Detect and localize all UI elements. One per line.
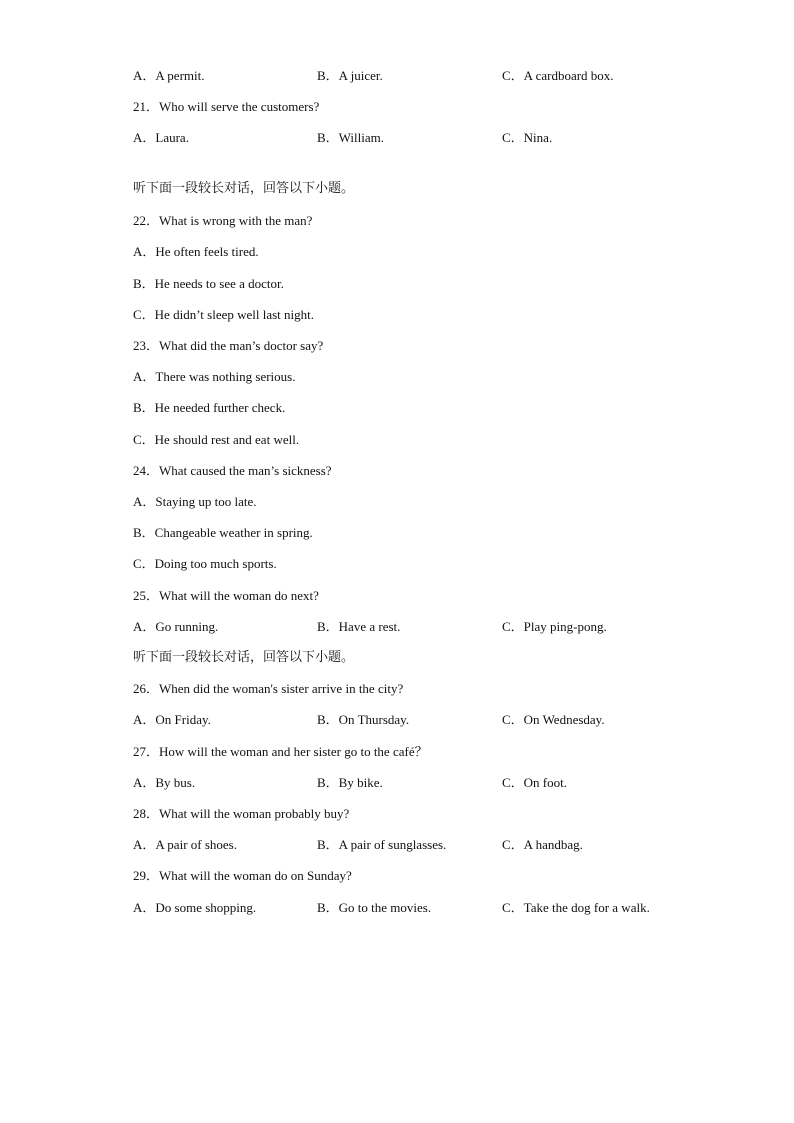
q26-option-a: A．On Friday.	[133, 712, 211, 727]
question-25: 25．What will the woman do next?	[133, 588, 319, 603]
q23-option-a: A．There was nothing serious.	[133, 369, 296, 384]
q25-option-a: A．Go running.	[133, 619, 219, 634]
q26-option-b: B．On Thursday.	[317, 712, 410, 727]
q25-option-c: C．Play ping-pong.	[502, 619, 607, 634]
question-24: 24．What caused the man’s sickness?	[133, 463, 332, 478]
q24-option-b: B．Changeable weather in spring.	[133, 525, 313, 540]
q22-option-c: C．He didn’t sleep well last night.	[133, 307, 315, 322]
q29-option-a: A．Do some shopping.	[133, 900, 257, 915]
section-instruction: 听下面一段较长对话，回答以下小题。	[133, 650, 355, 665]
q22-option-a: A．He often feels tired.	[133, 244, 259, 259]
q20-option-b: B．A juicer.	[317, 68, 383, 83]
question-26: 26．When did the woman's sister arrive in the city?	[133, 681, 404, 696]
question-22: 22．What is wrong with the man?	[133, 213, 313, 228]
q22-option-b: B．He needs to see a doctor.	[133, 276, 284, 291]
q20-option-a: A．A permit.	[133, 68, 205, 83]
q24-option-c: C．Doing too much sports.	[133, 556, 277, 571]
question-29: 29．What will the woman do on Sunday?	[133, 868, 352, 883]
q20-option-c: C．A cardboard box.	[502, 68, 614, 83]
question-21: 21．Who will serve the customers?	[133, 99, 320, 114]
q25-option-b: B．Have a rest.	[317, 619, 401, 634]
q21-option-b: B．William.	[317, 130, 384, 145]
q27-option-c: C．On foot.	[502, 775, 568, 790]
q26-option-c: C．On Wednesday.	[502, 712, 605, 727]
q23-option-b: B．He needed further check.	[133, 400, 286, 415]
q29-option-b: B．Go to the movies.	[317, 900, 432, 915]
q28-option-b: B．A pair of sunglasses.	[317, 837, 447, 852]
section-instruction: 听下面一段较长对话，回答以下小题。	[133, 181, 355, 196]
q21-option-c: C．Nina.	[502, 130, 553, 145]
question-23: 23．What did the man’s doctor say?	[133, 338, 324, 353]
q29-option-c: C．Take the dog for a walk.	[502, 900, 650, 915]
q28-option-a: A．A pair of shoes.	[133, 837, 237, 852]
q27-option-b: B．By bike.	[317, 775, 383, 790]
q28-option-c: C．A handbag.	[502, 837, 583, 852]
q23-option-c: C．He should rest and eat well.	[133, 432, 300, 447]
q27-option-a: A．By bus.	[133, 775, 196, 790]
q21-option-a: A．Laura.	[133, 130, 189, 145]
question-28: 28．What will the woman probably buy?	[133, 806, 350, 821]
question-27: 27．How will the woman and her sister go to the café？	[133, 744, 428, 759]
q24-option-a: A．Staying up too late.	[133, 494, 257, 509]
